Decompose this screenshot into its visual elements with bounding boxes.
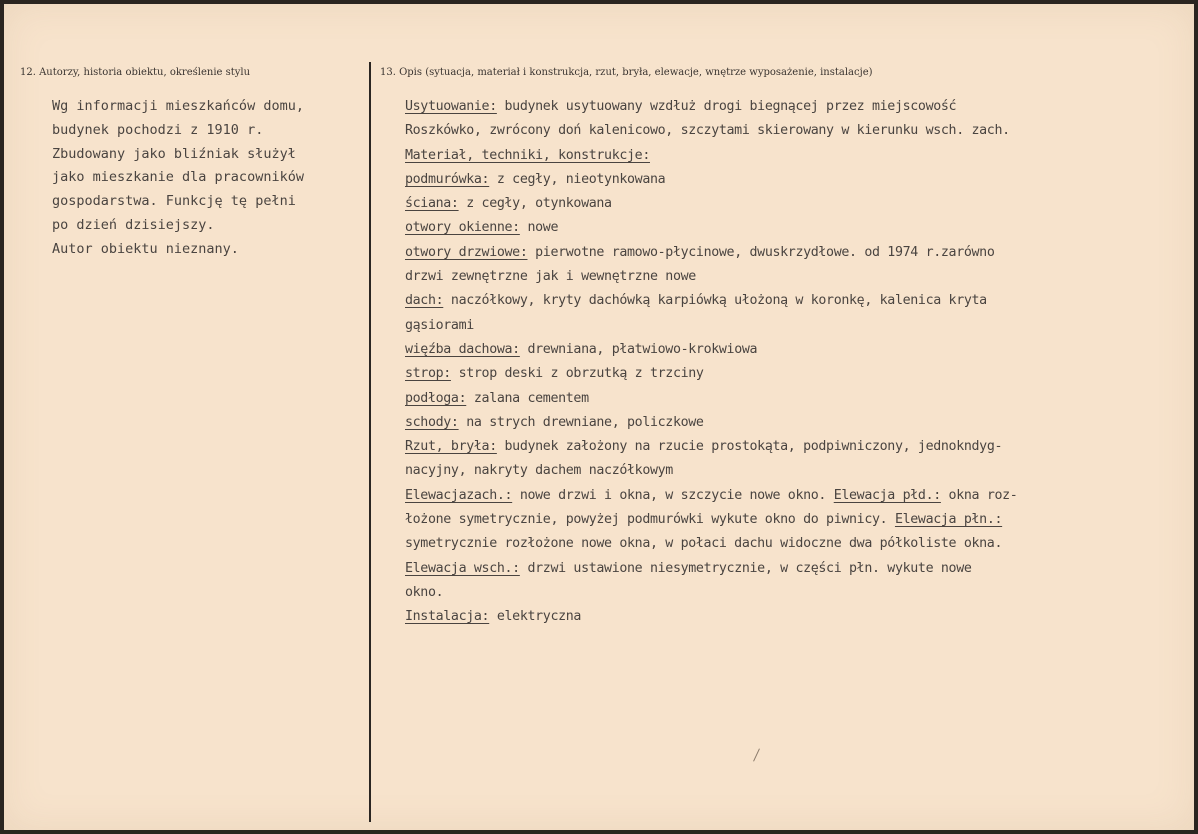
description-line: [405, 605, 1195, 629]
field-text: budynek usytuowany wzdłuż drogi biegnącej przez miejscowość: [496, 99, 957, 114]
description-line: [405, 387, 1195, 411]
inventory-card: [4, 4, 1194, 830]
section-13-header: 13. Opis (sytuacja, materiał i konstrukcja, rzut, bryła, elewacje, wnętrze wyposażenie, instalacje): [380, 67, 873, 78]
field-label: Usytuowanie:: [405, 99, 497, 114]
description-line: [405, 508, 1195, 532]
field-text: pierwotne ramowo-płycinowe, dwuskrzydłowe. od 1974 r.zarówno: [527, 244, 995, 260]
field-text: naczółkowy, kryty dachówką karpiówką ułożoną w koronkę, kalenica kryta: [443, 293, 987, 309]
description-line: [405, 435, 1195, 459]
field-label: strop:: [405, 366, 451, 382]
field-label: otwory drzwiowe:: [405, 244, 528, 260]
field-label: podmurówka:: [405, 171, 490, 187]
field-label: Elewacja płd.:: [833, 487, 941, 503]
paper-scratch-mark: [753, 748, 760, 761]
description-line: [405, 459, 1195, 483]
field-text: zalana cementem: [466, 390, 589, 406]
description-line: [405, 314, 1195, 338]
description-line: [405, 362, 1195, 386]
field-text: na strych drewniane, policzkowe: [458, 414, 704, 430]
description-line: [405, 265, 1195, 289]
history-line: Zbudowany jako bliźniak służył: [52, 145, 296, 162]
description-line: [405, 216, 1195, 240]
description-line: [405, 484, 1195, 508]
description-line: [405, 557, 1195, 581]
field-label: Rzut, bryła:: [405, 439, 497, 455]
description-line: [405, 241, 1195, 265]
field-text: drewniana, płatwiowo-krokwiowa: [519, 341, 758, 357]
field-text: nowe drzwi i okna, w szczycie nowe okno.: [512, 487, 834, 503]
history-line: gospodarstwa. Funkcję tę pełni: [52, 193, 296, 210]
field-label: otwory okienne:: [405, 220, 520, 236]
description-line: [405, 168, 1195, 192]
description-line: [405, 95, 1195, 119]
field-label: Elewacja wsch.:: [405, 560, 520, 576]
field-label: podłoga:: [405, 390, 467, 406]
field-label: Instalacja:: [405, 609, 490, 625]
field-label: Elewacja płn.:: [894, 512, 1003, 528]
field-text: okna roz-: [940, 487, 1018, 503]
history-line: Autor obiektu nieznany.: [52, 240, 239, 257]
field-text: okno.: [405, 584, 444, 600]
field-text: nacyjny, nakryty dachem naczółkowym: [405, 463, 673, 479]
field-text: elektryczna: [489, 609, 582, 625]
section-12-header: 12. Autorzy, historia obiektu, określenie stylu: [20, 67, 251, 78]
field-label: Elewacjazach.:: [405, 487, 513, 503]
description-text: [405, 95, 1195, 630]
field-label: ściana:: [405, 196, 459, 212]
history-line: po dzień dzisiejszy.: [52, 216, 215, 233]
field-text: symetrycznie rozłożone nowe okna, w połaci dachu widoczne dwa półkoliste okna.: [405, 536, 1003, 552]
field-text: drzwi zewnętrzne jak i wewnętrzne nowe: [405, 269, 696, 285]
description-line: [405, 532, 1195, 556]
field-label: schody:: [405, 414, 459, 430]
field-text: łożone symetrycznie, powyżej podmurówki wykute okno do piwnicy.: [405, 512, 895, 528]
description-line: [405, 581, 1195, 605]
field-text: Roszkówko, zwrócony doń kalenicowo, szczytami skierowany w kierunku wsch. zach.: [405, 123, 1010, 139]
description-line: [405, 144, 1195, 168]
field-label: więźba dachowa:: [405, 341, 520, 357]
field-text: z cegły, otynkowana: [458, 196, 612, 212]
field-text: budynek założony na rzucie prostokąta, podpiwniczony, jednokndyg-: [496, 439, 1003, 455]
field-text: gąsiorami: [405, 317, 474, 333]
history-line: budynek pochodzi z 1910 r.: [52, 121, 264, 138]
description-line: [405, 192, 1195, 216]
field-text: strop deski z obrzutką z trzciny: [450, 366, 704, 382]
history-line: jako mieszkanie dla pracowników: [52, 169, 304, 186]
field-label: dach:: [405, 293, 444, 309]
description-line: [405, 289, 1195, 313]
history-line: Wg informacji mieszkańców domu,: [52, 98, 304, 114]
column-divider: [369, 62, 371, 822]
history-text: [52, 95, 364, 262]
field-text: z cegły, nieotynkowana: [489, 171, 666, 187]
field-text: drzwi ustawione niesymetrycznie, w części płn. wykute nowe: [519, 560, 972, 576]
description-line: [405, 119, 1195, 143]
description-line: [405, 338, 1195, 362]
field-label: Materiał, techniki, konstrukcje:: [405, 147, 650, 163]
field-text: nowe: [519, 220, 559, 236]
description-line: [405, 411, 1195, 435]
